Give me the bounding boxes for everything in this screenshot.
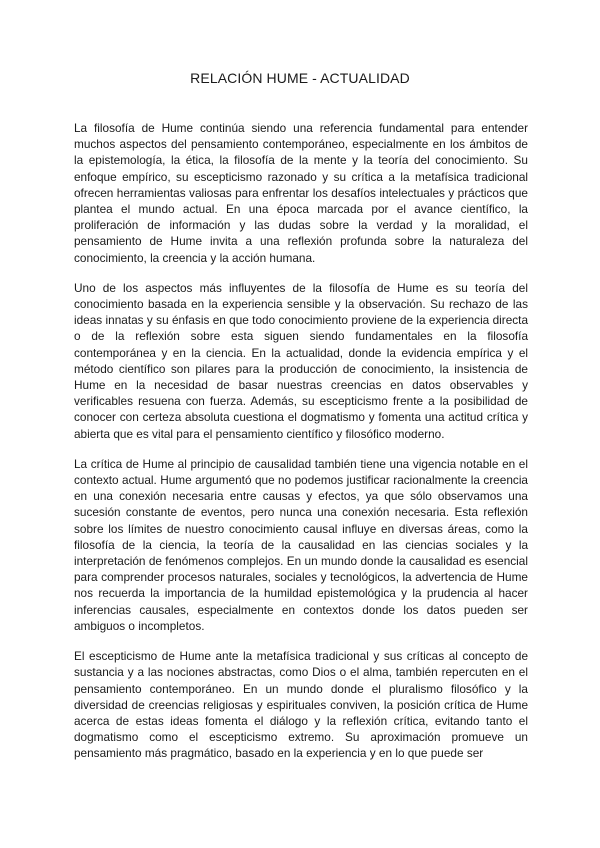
paragraph-3: La crítica de Hume al principio de causalidad también tiene una vigencia notable en el contexto actual. Hume argumentó que no podemos justificar racionalmente la creencia en una conexión necesaria entre causas y efectos, ya que sólo observamos una sucesión constante de eventos, pero nunca una conexión necesaria. Esta reflexión sobre los límites de nuestro conocimiento causal influye en diversas áreas, como la filosofía de la ciencia, la teoría de la causalidad en las ciencias sociales y la interpretación de fenómenos complejos. En un mundo donde la causalidad es esencial para comprender procesos naturales, sociales y tecnológicos, la advertencia de Hume nos recuerda la importancia de la humildad epistemológica y la prudencia al hacer inferencias causales, especialmente en contextos donde los datos pueden ser ambiguos o incompletos. (74, 456, 528, 633)
paragraph-2: Uno de los aspectos más influyentes de la filosofía de Hume es su teoría del conocimiento basada en la experiencia sensible y la observación. Su rechazo de las ideas innatas y su énfasis en que todo conocimiento proviene de la experiencia directa o de la reflexión sobre esta siguen siendo fundamentales en la filosofía contemporánea y en la ciencia. En la actualidad, donde la evidencia empírica y el método científico son pilares para la producción de conocimiento, la insistencia de Hume en la necesidad de basar nuestras creencias en datos observables y verificables resuena con fuerza. Además, su escepticismo frente a la posibilidad de conocer con certeza absoluta cuestiona el dogmatismo y fomenta una actitud crítica y abierta que es vital para el pensamiento científico y filosófico moderno. (74, 280, 528, 441)
page-title: RELACIÓN HUME - ACTUALIDAD (190, 70, 410, 86)
paragraph-4: El escepticismo de Hume ante la metafísica tradicional y sus críticas al concepto de sustancia y a las nociones abstractas, como Dios o el alma, también repercuten en el pensamiento contemporáneo. En un mundo donde el pluralismo filosófico y la diversidad de creencias religiosas y espirituales conviven, la posición crítica de Hume acerca de estas ideas fomenta el diálogo y la reflexión crítica, evitando tanto el dogmatismo como el escepticismo extremo. Su aproximación promueve un pensamiento más pragmático, basado en la experiencia y en lo que puede ser (74, 649, 528, 761)
document-body (74, 120, 528, 776)
paragraph-1: La filosofía de Hume continúa siendo una referencia fundamental para entender muchos aspectos del pensamiento contemporáneo, especialmente en los ámbitos de la epistemología, la ética, la filosofía de la mente y la teoría del conocimiento. Su enfoque empírico, su escepticismo razonado y su crítica a la metafísica tradicional ofrecen herramientas valiosas para enfrentar los desafíos intelectuales y prácticos que plantea el mundo actual. En una época marcada por el avance científico, la proliferación de información y las dudas sobre la verdad y la moralidad, el pensamiento de Hume invita a una reflexión profunda sobre la naturaleza del conocimiento, la creencia y la acción humana. (74, 121, 528, 265)
